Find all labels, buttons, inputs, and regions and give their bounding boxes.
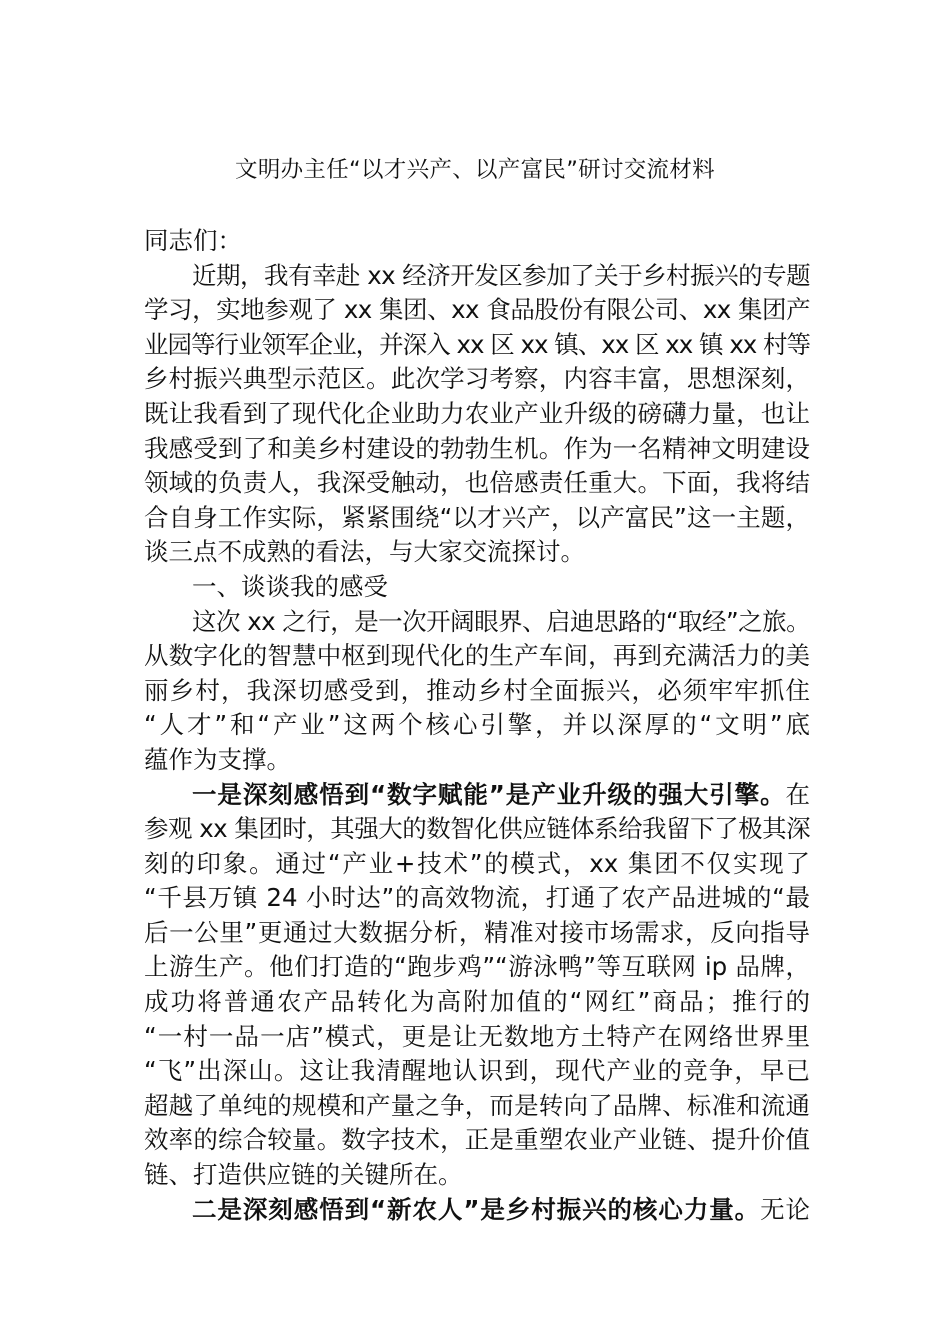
body-line-text: 链、打造供应链的关键所在。 — [144, 1160, 463, 1190]
body-line-text: 从数字化的智慧中枢到现代化的生产车间，再到充满活力的美 — [144, 641, 810, 671]
body-line — [144, 397, 810, 432]
body-line — [144, 1020, 810, 1055]
body-line — [144, 743, 810, 778]
body-line — [144, 1089, 810, 1124]
body-line-text: 学习，实地参观了 xx 集团、xx 食品股份有限公司、xx 集团产 — [144, 295, 810, 325]
body-line-text: 丽乡村，我深切感受到，推动乡村全面振兴，必须牢牢抓住 — [144, 675, 810, 705]
body-line-text: “人才”和“产业”这两个核心引擎，并以深厚的“文明”底 — [144, 710, 810, 740]
body-line-text: 后一公里”更通过大数据分析，精准对接市场需求，反向指导 — [144, 917, 810, 947]
salutation: 同志们： — [144, 226, 242, 255]
body-line — [144, 570, 810, 605]
body-line — [144, 605, 810, 640]
body-line-text: 既让我看到了现代化企业助力农业产业升级的磅礴力量，也让 — [144, 398, 810, 428]
body-line-text: 刻的印象。通过“产业+技术”的模式，xx 集团不仅实现了 — [144, 848, 810, 878]
document-body — [144, 224, 810, 1227]
emphasis-heading: 二是深刻感悟到“新农人”是乡村振兴的核心力量。 — [192, 1194, 761, 1224]
body-line — [144, 1193, 810, 1228]
body-line-text: 超越了单纯的规模和产量之争，而是转向了品牌、标准和流通 — [144, 1090, 810, 1120]
body-line — [144, 708, 810, 743]
body-line — [144, 847, 810, 882]
body-line — [144, 950, 810, 985]
body-line-text: 这次 xx 之行，是一次开阔眼界、启迪思路的“取经”之旅。 — [192, 606, 810, 636]
body-line-text: 近期，我有幸赴 xx 经济开发区参加了关于乡村振兴的专题 — [192, 260, 810, 290]
body-line-text: 谈三点不成熟的看法，与大家交流探讨。 — [144, 537, 585, 567]
body-line-text: 无论 — [760, 1194, 811, 1224]
emphasis-heading: 一是深刻感悟到“数字赋能”是产业升级的强大引擎。 — [192, 779, 786, 809]
body-line — [144, 259, 810, 294]
body-line — [144, 916, 810, 951]
body-line-text: 参观 xx 集团时，其强大的数智化供应链体系给我留下了极其深 — [144, 814, 810, 844]
body-line — [144, 362, 810, 397]
document-title: 文明办主任“以才兴产、以产富民”研讨交流材料 — [235, 157, 715, 183]
body-line-text: 乡村振兴典型示范区。此次学习考察，内容丰富，思想深刻， — [144, 364, 810, 394]
body-line — [144, 778, 810, 813]
body-line-text: 领域的负责人，我深受触动，也倍感责任重大。下面，我将结 — [144, 468, 810, 498]
body-line-text: 成功将普通农产品转化为高附加值的“网红”商品；推行的 — [144, 987, 810, 1017]
body-line-text: 在 — [785, 779, 810, 809]
body-line — [144, 293, 810, 328]
body-line — [144, 881, 810, 916]
body-line — [144, 639, 810, 674]
body-line-text: “飞”出深山。这让我清醒地认识到，现代产业的竞争，早已 — [144, 1056, 810, 1086]
body-line-text: 上游生产。他们打造的“跑步鸡”“游泳鸭”等互联网 ip 品牌， — [144, 952, 810, 982]
body-line — [144, 535, 810, 570]
body-line — [144, 674, 810, 709]
body-line-text: “一村一品一店”模式，更是让无数地方土特产在网络世界里 — [144, 1021, 810, 1051]
body-line — [144, 1054, 810, 1089]
body-line — [144, 328, 810, 363]
body-line-text: 效率的综合较量。数字技术，正是重塑农业产业链、提升价值 — [144, 1125, 810, 1155]
body-line-text: 蕴作为支撑。 — [144, 744, 291, 774]
body-line-text: “千县万镇 24 小时达”的高效物流，打通了农产品进城的“最 — [144, 883, 810, 913]
body-line — [144, 1123, 810, 1158]
body-line-text: 一、谈谈我的感受 — [192, 571, 388, 601]
body-line — [144, 466, 810, 501]
body-line — [144, 501, 810, 536]
body-line — [144, 432, 810, 467]
body-line-text: 业园等行业领军企业，并深入 xx 区 xx 镇、xx 区 xx 镇 xx 村等 — [144, 329, 810, 359]
body-line-text: 合自身工作实际，紧紧围绕“以才兴产，以产富民”这一主题， — [144, 502, 810, 532]
body-line — [144, 985, 810, 1020]
body-line — [144, 812, 810, 847]
body-line — [144, 1158, 810, 1193]
body-line-text: 我感受到了和美乡村建设的勃勃生机。作为一名精神文明建设 — [144, 433, 810, 463]
